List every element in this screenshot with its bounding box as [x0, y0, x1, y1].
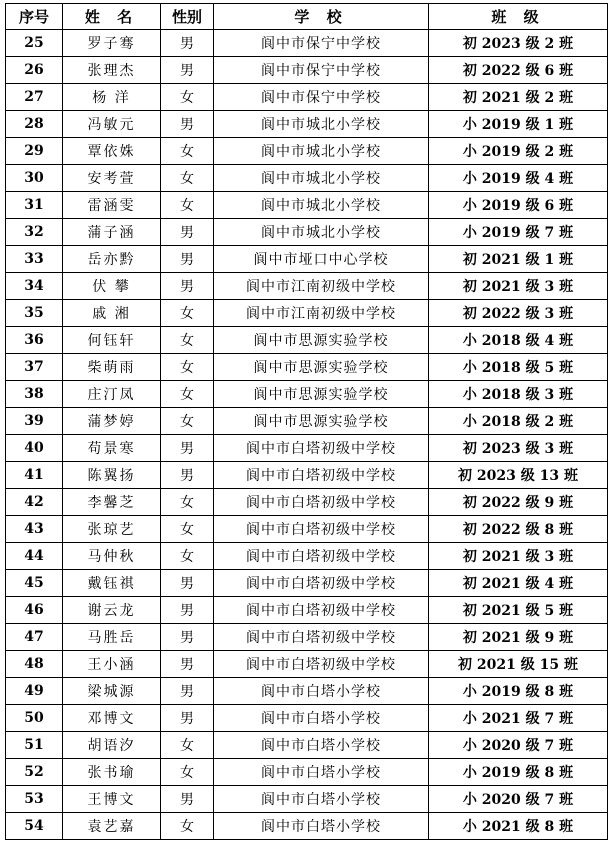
class-name: 初 2021 级 5 班 [429, 597, 608, 624]
row-number: 53 [6, 786, 63, 813]
class-name: 小 2021 级 7 班 [429, 705, 608, 732]
class-name: 小 2020 级 7 班 [429, 786, 608, 813]
table-row [6, 651, 608, 678]
student-name: 蒲子涵 [63, 219, 161, 246]
class-name: 初 2021 级 4 班 [429, 570, 608, 597]
school-name: 阆中市白塔小学校 [214, 759, 429, 786]
student-gender: 男 [161, 786, 214, 813]
class-name: 小 2021 级 8 班 [429, 813, 608, 840]
row-number: 31 [6, 192, 63, 219]
row-number: 54 [6, 813, 63, 840]
student-gender: 女 [161, 327, 214, 354]
student-name: 覃依姝 [63, 138, 161, 165]
row-number: 41 [6, 462, 63, 489]
student-name: 戴钰祺 [63, 570, 161, 597]
class-name: 初 2021 级 15 班 [429, 651, 608, 678]
roster-body [6, 30, 608, 840]
student-name: 庄汀凤 [63, 381, 161, 408]
student-name: 冯敏元 [63, 111, 161, 138]
row-number: 29 [6, 138, 63, 165]
row-number: 35 [6, 300, 63, 327]
header-row [6, 4, 608, 30]
student-gender: 男 [161, 705, 214, 732]
table-row [6, 165, 608, 192]
student-gender: 男 [161, 651, 214, 678]
class-name: 初 2022 级 6 班 [429, 57, 608, 84]
student-name: 苟景寒 [63, 435, 161, 462]
table-row [6, 246, 608, 273]
student-gender: 女 [161, 759, 214, 786]
class-name: 初 2022 级 9 班 [429, 489, 608, 516]
school-name: 阆中市白塔初级中学校 [214, 435, 429, 462]
header-school: 学 校 [214, 4, 429, 30]
class-name: 小 2018 级 3 班 [429, 381, 608, 408]
table-row [6, 408, 608, 435]
table-row [6, 543, 608, 570]
school-name: 阆中市城北小学校 [214, 165, 429, 192]
school-name: 阆中市思源实验学校 [214, 381, 429, 408]
row-number: 27 [6, 84, 63, 111]
school-name: 阆中市思源实验学校 [214, 354, 429, 381]
school-name: 阆中市城北小学校 [214, 138, 429, 165]
student-name: 安考萱 [63, 165, 161, 192]
student-gender: 女 [161, 192, 214, 219]
school-name: 阆中市城北小学校 [214, 219, 429, 246]
row-number: 38 [6, 381, 63, 408]
student-gender: 男 [161, 597, 214, 624]
class-name: 初 2023 级 2 班 [429, 30, 608, 57]
school-name: 阆中市保宁中学校 [214, 57, 429, 84]
student-name: 罗子骞 [63, 30, 161, 57]
row-number: 33 [6, 246, 63, 273]
table-row [6, 273, 608, 300]
row-number: 42 [6, 489, 63, 516]
student-gender: 女 [161, 381, 214, 408]
school-name: 阆中市保宁中学校 [214, 30, 429, 57]
student-gender: 女 [161, 489, 214, 516]
table-row [6, 624, 608, 651]
class-name: 初 2022 级 3 班 [429, 300, 608, 327]
class-name: 小 2018 级 4 班 [429, 327, 608, 354]
student-gender: 女 [161, 516, 214, 543]
school-name: 阆中市江南初级中学校 [214, 300, 429, 327]
row-number: 48 [6, 651, 63, 678]
student-name: 王博文 [63, 786, 161, 813]
school-name: 阆中市白塔初级中学校 [214, 570, 429, 597]
school-name: 阆中市白塔初级中学校 [214, 651, 429, 678]
student-gender: 男 [161, 624, 214, 651]
school-name: 阆中市白塔小学校 [214, 678, 429, 705]
class-name: 小 2019 级 6 班 [429, 192, 608, 219]
school-name: 阆中市白塔初级中学校 [214, 489, 429, 516]
class-name: 小 2020 级 7 班 [429, 732, 608, 759]
school-name: 阆中市白塔初级中学校 [214, 462, 429, 489]
table-row [6, 381, 608, 408]
row-number: 49 [6, 678, 63, 705]
row-number: 43 [6, 516, 63, 543]
student-gender: 女 [161, 84, 214, 111]
row-number: 28 [6, 111, 63, 138]
student-gender: 男 [161, 30, 214, 57]
student-name: 戚 湘 [63, 300, 161, 327]
school-name: 阆中市白塔初级中学校 [214, 624, 429, 651]
student-name: 雷涵雯 [63, 192, 161, 219]
student-gender: 女 [161, 165, 214, 192]
row-number: 50 [6, 705, 63, 732]
table-row [6, 516, 608, 543]
student-name: 梁城源 [63, 678, 161, 705]
row-number: 30 [6, 165, 63, 192]
row-number: 39 [6, 408, 63, 435]
table-row [6, 192, 608, 219]
student-name: 陈翼扬 [63, 462, 161, 489]
table-row [6, 570, 608, 597]
table-row [6, 138, 608, 165]
student-gender: 女 [161, 138, 214, 165]
table-row [6, 57, 608, 84]
student-gender: 女 [161, 543, 214, 570]
student-name: 谢云龙 [63, 597, 161, 624]
class-name: 初 2021 级 9 班 [429, 624, 608, 651]
student-name: 伏 攀 [63, 273, 161, 300]
table-row [6, 462, 608, 489]
table-row [6, 705, 608, 732]
school-name: 阆中市白塔小学校 [214, 732, 429, 759]
student-name: 张理杰 [63, 57, 161, 84]
school-name: 阆中市白塔初级中学校 [214, 597, 429, 624]
student-name: 袁艺嘉 [63, 813, 161, 840]
student-gender: 男 [161, 246, 214, 273]
class-name: 小 2018 级 5 班 [429, 354, 608, 381]
table-row [6, 597, 608, 624]
student-gender: 男 [161, 570, 214, 597]
student-name: 胡语汐 [63, 732, 161, 759]
class-name: 小 2019 级 1 班 [429, 111, 608, 138]
student-gender: 男 [161, 678, 214, 705]
school-name: 阆中市思源实验学校 [214, 408, 429, 435]
class-name: 小 2019 级 4 班 [429, 165, 608, 192]
table-row [6, 813, 608, 840]
row-number: 51 [6, 732, 63, 759]
row-number: 25 [6, 30, 63, 57]
table-row [6, 219, 608, 246]
student-name: 杨 洋 [63, 84, 161, 111]
row-number: 36 [6, 327, 63, 354]
class-name: 初 2022 级 8 班 [429, 516, 608, 543]
row-number: 32 [6, 219, 63, 246]
class-name: 小 2019 级 7 班 [429, 219, 608, 246]
row-number: 46 [6, 597, 63, 624]
student-gender: 女 [161, 300, 214, 327]
row-number: 44 [6, 543, 63, 570]
header-class: 班 级 [429, 4, 608, 30]
student-gender: 男 [161, 111, 214, 138]
student-name: 张书瑜 [63, 759, 161, 786]
student-gender: 男 [161, 57, 214, 84]
school-name: 阆中市保宁中学校 [214, 84, 429, 111]
class-name: 初 2021 级 3 班 [429, 543, 608, 570]
row-number: 52 [6, 759, 63, 786]
class-name: 小 2019 级 8 班 [429, 678, 608, 705]
student-name: 邓博文 [63, 705, 161, 732]
student-name: 何钰轩 [63, 327, 161, 354]
class-name: 初 2021 级 3 班 [429, 273, 608, 300]
table-row [6, 354, 608, 381]
student-gender: 男 [161, 273, 214, 300]
table-row [6, 489, 608, 516]
header-no: 序号 [6, 4, 63, 30]
row-number: 37 [6, 354, 63, 381]
student-gender: 女 [161, 354, 214, 381]
student-name: 柴萌雨 [63, 354, 161, 381]
student-gender: 女 [161, 408, 214, 435]
class-name: 初 2021 级 1 班 [429, 246, 608, 273]
student-gender: 男 [161, 219, 214, 246]
student-roster-table [5, 3, 608, 840]
school-name: 阆中市城北小学校 [214, 192, 429, 219]
class-name: 初 2021 级 2 班 [429, 84, 608, 111]
school-name: 阆中市白塔小学校 [214, 705, 429, 732]
student-gender: 男 [161, 435, 214, 462]
school-name: 阆中市白塔初级中学校 [214, 543, 429, 570]
table-row [6, 111, 608, 138]
table-row [6, 759, 608, 786]
table-row [6, 300, 608, 327]
table-row [6, 678, 608, 705]
school-name: 阆中市垭口中心学校 [214, 246, 429, 273]
school-name: 阆中市白塔初级中学校 [214, 516, 429, 543]
student-gender: 女 [161, 813, 214, 840]
class-name: 小 2019 级 2 班 [429, 138, 608, 165]
school-name: 阆中市江南初级中学校 [214, 273, 429, 300]
class-name: 初 2023 级 13 班 [429, 462, 608, 489]
row-number: 34 [6, 273, 63, 300]
class-name: 小 2019 级 8 班 [429, 759, 608, 786]
row-number: 45 [6, 570, 63, 597]
table-row [6, 30, 608, 57]
class-name: 小 2018 级 2 班 [429, 408, 608, 435]
row-number: 26 [6, 57, 63, 84]
table-row [6, 84, 608, 111]
school-name: 阆中市白塔小学校 [214, 786, 429, 813]
student-name: 马仲秋 [63, 543, 161, 570]
school-name: 阆中市思源实验学校 [214, 327, 429, 354]
header-gender: 性别 [161, 4, 214, 30]
student-name: 蒲梦婷 [63, 408, 161, 435]
student-name: 李馨芝 [63, 489, 161, 516]
row-number: 40 [6, 435, 63, 462]
table-row [6, 732, 608, 759]
student-gender: 男 [161, 462, 214, 489]
student-name: 张琼艺 [63, 516, 161, 543]
student-name: 马胜岳 [63, 624, 161, 651]
class-name: 初 2023 级 3 班 [429, 435, 608, 462]
table-row [6, 327, 608, 354]
student-gender: 女 [161, 732, 214, 759]
student-name: 王小涵 [63, 651, 161, 678]
row-number: 47 [6, 624, 63, 651]
school-name: 阆中市白塔小学校 [214, 813, 429, 840]
header-name: 姓 名 [63, 4, 161, 30]
school-name: 阆中市城北小学校 [214, 111, 429, 138]
student-name: 岳亦黔 [63, 246, 161, 273]
table-row [6, 786, 608, 813]
table-row [6, 435, 608, 462]
